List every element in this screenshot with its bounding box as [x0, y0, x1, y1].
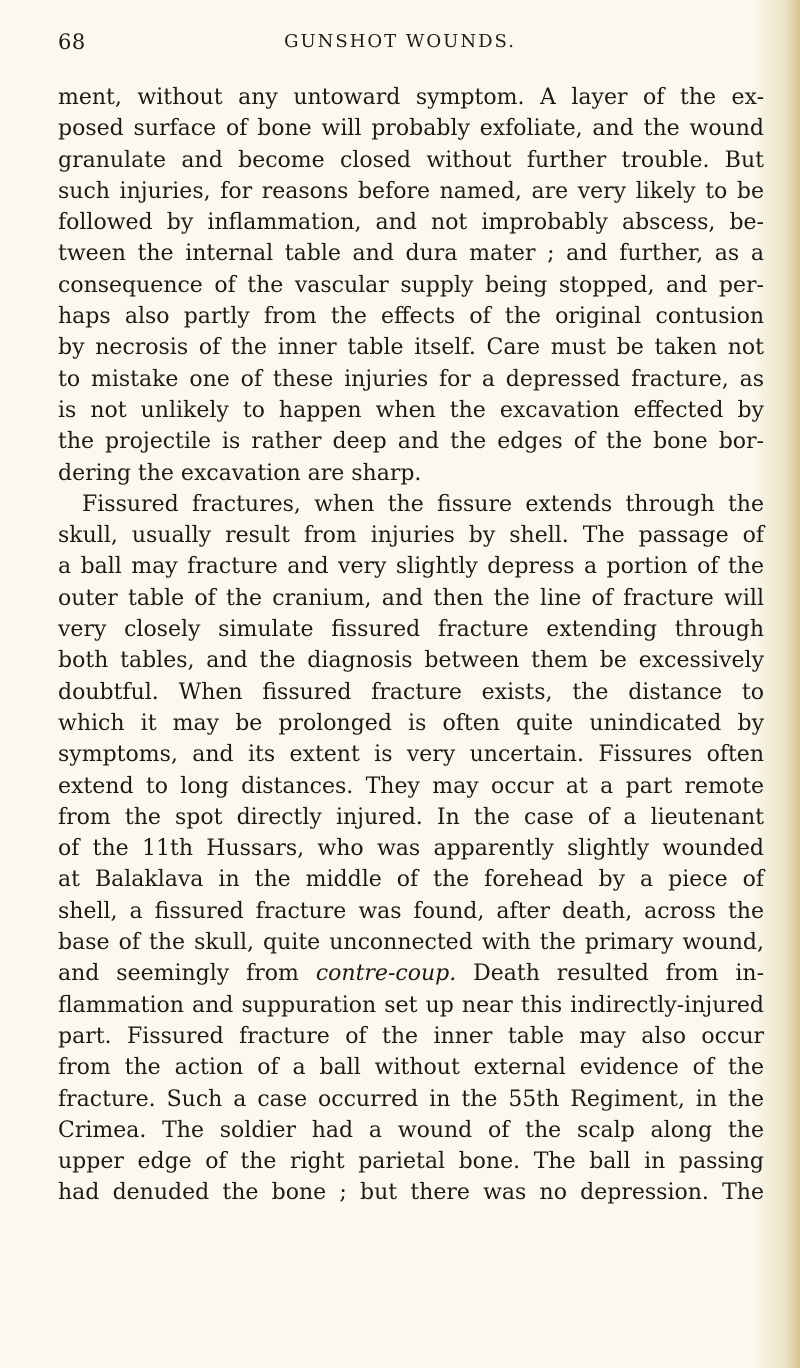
text-line: from the action of a ball without external evidence of the — [58, 1055, 764, 1081]
text-line: the projectile is rather deep and the edges of the bone bor- — [58, 429, 764, 455]
text-line: consequence of the vascular supply being stopped, and per- — [58, 272, 764, 298]
text-line: flammation and suppuration set up near this indirectly-injured — [58, 992, 764, 1018]
text-line: Fissured fractures, when the fissure extends through the — [82, 491, 764, 517]
text-line: by necrosis of the inner table itself. Care must be taken not — [58, 335, 764, 361]
text-line: symptoms, and its extent is very uncertain. Fissures often — [58, 742, 764, 768]
text-line: upper edge of the right parietal bone. The ball in passing — [58, 1149, 764, 1175]
text-fragment: Death resulted from in- — [473, 961, 764, 987]
text-line: doubtful. When fissured fracture exists, the distance to — [58, 679, 764, 705]
text-line: tween the internal table and dura mater ; and further, as a — [58, 241, 764, 267]
text-line: both tables, and the diagnosis between them be excessively — [58, 648, 764, 674]
text-line: is not unlikely to happen when the excavation effected by — [58, 397, 764, 423]
text-line: from the spot directly injured. In the case of a lieutenant — [58, 804, 764, 830]
text-fragment: and seemingly from — [58, 961, 299, 987]
text-line: to mistake one of these injuries for a depressed fracture, as — [58, 366, 764, 392]
text-line: ment, without any untoward symptom. A layer of the ex- — [58, 85, 764, 110]
running-title: GUNSHOT WOUNDS. — [284, 31, 516, 52]
body-text — [58, 82, 764, 1209]
text-line: such injuries, for reasons before named, are very likely to be — [58, 178, 764, 204]
page-header — [0, 30, 800, 58]
page-edge-shadow — [786, 0, 800, 1368]
text-line: followed by inflammation, and not improbably abscess, be- — [58, 210, 764, 236]
text-line: Crimea. The soldier had a wound of the scalp along the — [58, 1117, 764, 1143]
text-line: a ball may fracture and very slightly depress a portion of the — [58, 554, 764, 580]
text-line: at Balaklava in the middle of the forehead by a piece of — [58, 867, 764, 893]
page-number: 68 — [58, 30, 86, 54]
text-line: skull, usually result from injuries by shell. The passage of — [58, 523, 764, 549]
text-line: dering the excavation are sharp. — [58, 460, 422, 486]
text-line: had denuded the bone ; but there was no depression. The — [58, 1180, 764, 1206]
text-line: haps also partly from the effects of the original contusion — [58, 304, 764, 330]
text-line: granulate and become closed without further trouble. But — [58, 147, 764, 173]
text-line: fracture. Such a case occurred in the 55th Regiment, in the — [58, 1086, 764, 1112]
text-line: very closely simulate fissured fracture extending through — [58, 617, 764, 643]
text-line: posed surface of bone will probably exfoliate, and the wound — [58, 116, 764, 142]
text-line: extend to long distances. They may occur at a part remote — [58, 773, 764, 799]
text-line: shell, a fissured fracture was found, after death, across the — [58, 898, 764, 924]
text-line-mixed — [58, 958, 764, 989]
text-line: base of the skull, quite unconnected with the primary wound, — [58, 930, 764, 956]
text-line: outer table of the cranium, and then the line of fracture will — [58, 585, 764, 611]
italic-term: contre-coup. — [315, 961, 457, 987]
text-line: part. Fissured fracture of the inner table may also occur — [58, 1023, 764, 1049]
text-line: which it may be prolonged is often quite unindicated by — [58, 710, 764, 736]
text-line: of the 11th Hussars, who was apparently slightly wounded — [58, 836, 764, 862]
